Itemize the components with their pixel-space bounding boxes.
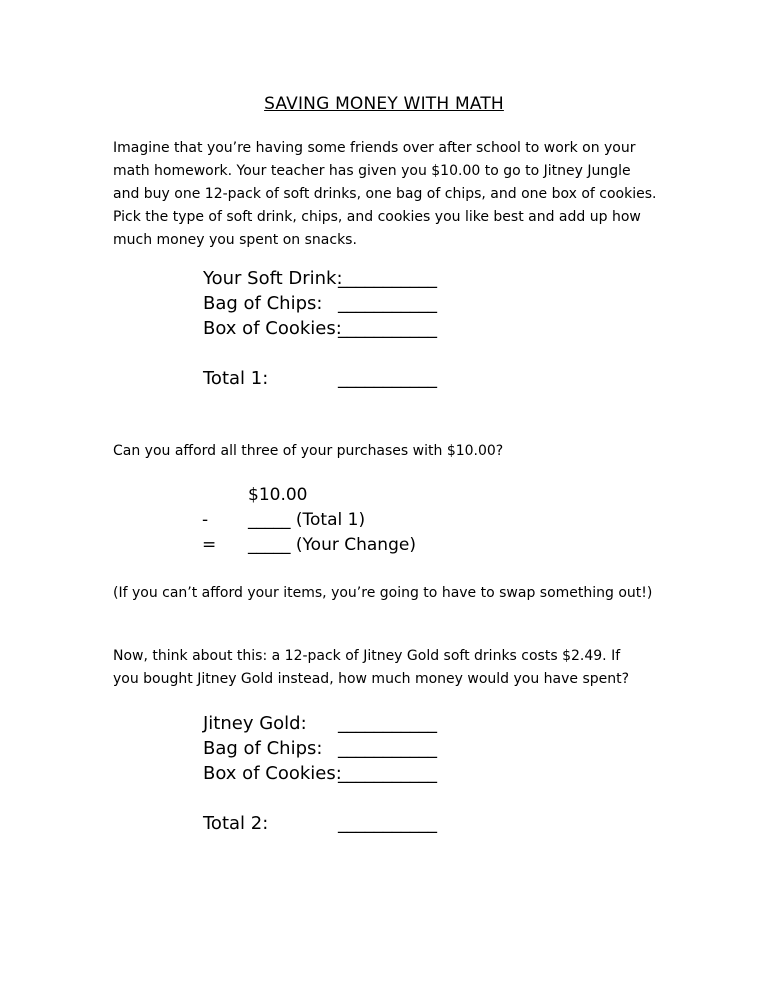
jitney-gold-blank: ___________: [338, 713, 437, 734]
total-1-label: Total 1:: [203, 368, 269, 389]
think-line: you bought Jitney Gold instead, how much money would you have spent?: [113, 671, 630, 687]
cookies-blank-2: ___________: [338, 763, 437, 784]
swap-note: (If you can’t afford your items, you’re going to have to swap something out!): [113, 585, 653, 601]
think-line: Now, think about this: a 12-pack of Jitney Gold soft drinks costs $2.49. If: [113, 648, 621, 664]
total-1-blank: ___________: [338, 368, 437, 389]
change-line: [248, 535, 416, 555]
jitney-gold-label: Jitney Gold:: [203, 713, 307, 734]
total-1-subtract-line: [248, 510, 365, 530]
soft-drink-label: Your Soft Drink:: [203, 268, 343, 289]
chips-blank-2: ___________: [338, 738, 437, 759]
intro-line: Imagine that you’re having some friends over after school to work on your: [113, 140, 636, 156]
cookies-label-2: Box of Cookies:: [203, 763, 342, 784]
cookies-label: Box of Cookies:: [203, 318, 342, 339]
intro-line: much money you spent on snacks.: [113, 232, 357, 248]
chips-blank: ___________: [338, 293, 437, 314]
intro-line: math homework. Your teacher has given you $10.00 to go to Jitney Jungle: [113, 163, 631, 179]
total-1-short-blank: _____: [248, 510, 291, 530]
total-1-note: (Total 1): [295, 510, 366, 530]
chips-label-2: Bag of Chips:: [203, 738, 323, 759]
equals-sign: =: [202, 535, 217, 555]
intro-line: Pick the type of soft drink, chips, and cookies you like best and add up how: [113, 209, 641, 225]
total-2-blank: ___________: [338, 813, 437, 834]
page-title: SAVING MONEY WITH MATH: [264, 94, 504, 114]
cookies-blank: ___________: [338, 318, 437, 339]
soft-drink-blank: ___________: [338, 268, 437, 289]
afford-question: Can you afford all three of your purchases with $10.00?: [113, 443, 504, 459]
chips-label: Bag of Chips:: [203, 293, 323, 314]
budget-amount: $10.00: [248, 485, 308, 505]
minus-sign: -: [202, 510, 209, 530]
change-note: (Your Change): [295, 535, 416, 555]
total-2-label: Total 2:: [203, 813, 269, 834]
intro-line: and buy one 12-pack of soft drinks, one bag of chips, and one box of cookies.: [113, 186, 657, 202]
change-short-blank: _____: [248, 535, 291, 555]
